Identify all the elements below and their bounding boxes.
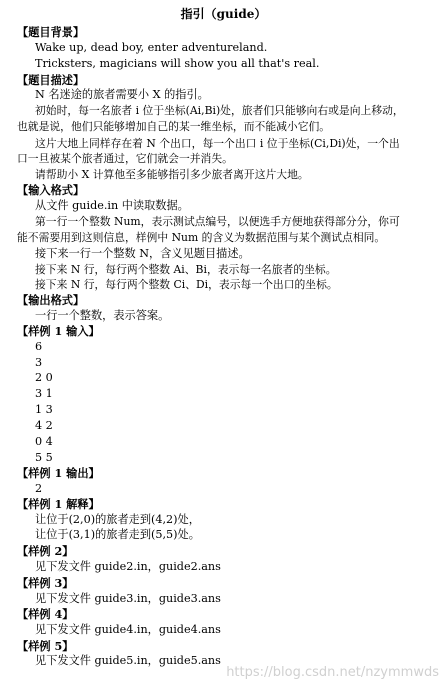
section-heading-input-format: 【输入格式】 <box>17 183 85 197</box>
sample1-input-line: 3 <box>35 356 43 369</box>
sample1-input-line: 6 <box>35 340 43 353</box>
sample1-explain-line: 让位于(3,1)的旅者走到(5,5)处。 <box>35 528 200 541</box>
sample1-input-line: 1 3 <box>35 403 53 416</box>
input-format-line: 接下来一行一个整数 N，含义见题目描述。 <box>35 247 250 260</box>
sample1-output-line: 2 <box>35 482 43 495</box>
sample1-explain-line: 让位于(2,0)的旅者走到(4,2)处， <box>35 513 200 526</box>
sample4-line: 见下发文件 guide4.in，guide4.ans <box>35 623 221 636</box>
sample1-input-line: 3 1 <box>35 387 53 400</box>
description-line: 也就是说，他们只能够增加自己的某一维坐标，而不能减小它们。 <box>17 120 331 133</box>
sample3-line: 见下发文件 guide3.in，guide3.ans <box>35 592 221 605</box>
description-line: N 名迷途的旅者需要小 X 的指引。 <box>35 88 209 101</box>
section-heading-sample5: 【样例 5】 <box>17 639 74 653</box>
section-heading-description: 【题目描述】 <box>17 73 85 87</box>
sample1-input-line: 4 2 <box>35 419 53 432</box>
section-heading-sample2: 【样例 2】 <box>17 544 74 558</box>
section-heading-sample3: 【样例 3】 <box>17 576 74 590</box>
section-heading-background: 【题目背景】 <box>17 25 85 39</box>
section-heading-sample1-input: 【样例 1 输入】 <box>17 324 100 338</box>
input-format-line: 第一行一个整数 Num，表示测试点编号，以便选手方便地获得部分分，你可 <box>35 215 400 228</box>
section-heading-output-format: 【输出格式】 <box>17 293 85 307</box>
section-heading-sample4: 【样例 4】 <box>17 607 74 621</box>
sample5-line: 见下发文件 guide5.in，guide5.ans <box>35 654 221 667</box>
sample1-input-line: 2 0 <box>35 371 53 384</box>
sample1-input-line: 5 5 <box>35 451 53 464</box>
watermark-text: https://blog.csdn.net/nzymmwds <box>226 665 439 680</box>
input-format-line: 接下来 N 行，每行两个整数 Ci、Di，表示每一个出口的坐标。 <box>35 278 338 291</box>
input-format-line: 接下来 N 行，每行两个整数 Ai、Bi，表示每一名旅者的坐标。 <box>35 263 337 276</box>
sample2-line: 见下发文件 guide2.in，guide2.ans <box>35 560 221 573</box>
section-heading-sample1-output: 【样例 1 输出】 <box>17 466 100 480</box>
sample1-input-line: 0 4 <box>35 435 53 448</box>
output-format-line: 一行一个整数，表示答案。 <box>35 309 170 322</box>
input-format-line: 从文件 guide.in 中读取数据。 <box>35 199 189 212</box>
description-line: 初始时，每一名旅者 i 位于坐标(Ai,Bi)处，旅者们只能够向右或是向上移动， <box>35 104 404 117</box>
description-line: 请帮助小 X 计算他至多能够指引多少旅者离开这片大地。 <box>35 168 309 181</box>
section-heading-sample1-explain: 【样例 1 解释】 <box>17 497 100 511</box>
description-line: 口一旦被某个旅者通过，它们就会一并消失。 <box>17 152 233 165</box>
description-line: 这片大地上同样存在着 N 个出口，每一个出口 i 位于坐标(Ci,Di)处，一个出 <box>35 137 400 150</box>
background-line: Tricksters, magicians will show you all that's real. <box>35 57 320 70</box>
page-title: 指引（guide） <box>180 7 267 21</box>
input-format-line: 能不需要用到这则信息，样例中 Num 的含义为数据范围与某个测试点相同。 <box>17 231 386 244</box>
background-line: Wake up, dead boy, enter adventureland. <box>35 41 268 54</box>
